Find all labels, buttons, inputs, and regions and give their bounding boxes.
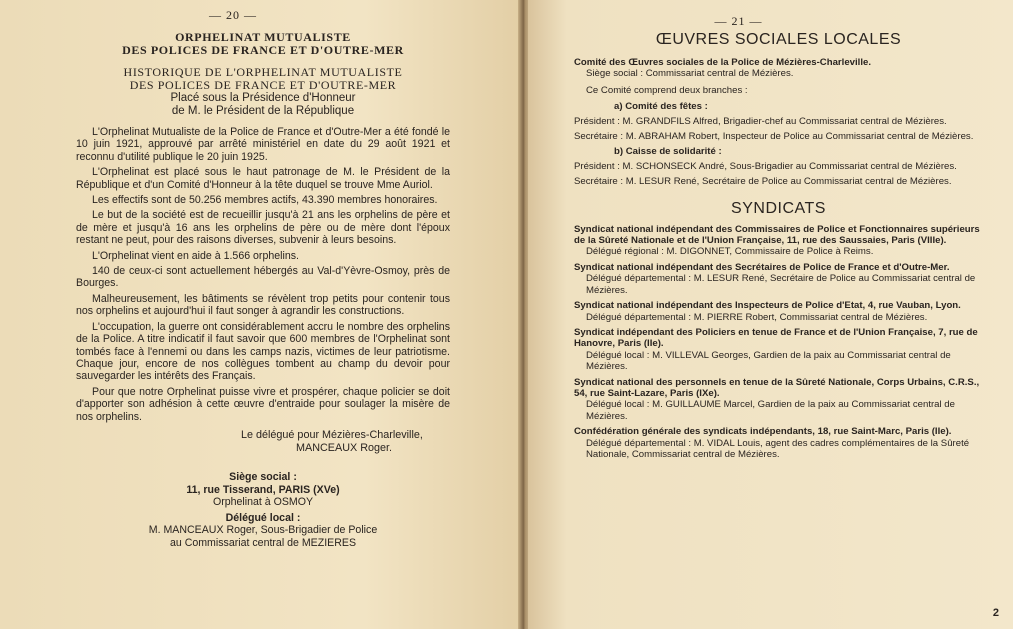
syndicat-head: Syndicat national des personnels en tenue de la Sûreté Nationale, Corps Urbains, C.R.S., 54, rue Saint-Lazare, Paris (IXe). (574, 376, 980, 399)
caisse-entry: Secrétaire : M. LESUR René, Secrétaire de Police au Commissariat central de Mézières. (574, 176, 952, 188)
paragraph: Malheureusement, les bâtiments se révèlent trop petits pour contenir tous nos orphelins et aujourd'hui il faut songer à agrandir les constructions. (76, 292, 450, 318)
syndicat-detail: Délégué local : M. VILLEVAL Georges, Gardien de la paix au Commissariat central de Mézières. (586, 349, 951, 373)
caisse-entry: Président : M. SCHONSECK André, Sous-Brigadier au Commissariat central de Mézières. (574, 160, 957, 172)
paragraph: L'Orphelinat est placé sous le haut patronage de M. le Président de la République et d'un Comité d'Honneur à la tête duquel se trouve Mme Auriol. (76, 166, 450, 191)
caisse-heading: b) Caisse de solidarité : (614, 146, 722, 158)
signature-line: Le délégué pour Mézières-Charleville, (241, 428, 423, 441)
paragraph: L'Orphelinat Mutualiste de la Police de France et d'Outre-Mer a été fondé le 10 juin 1921, approuvé par arrêté ministériel en date du 29 août 1921 et reconnu d'utilité publique le 20 juin 1925. (76, 126, 450, 163)
syndicat-item (574, 327, 993, 373)
paragraph: L'Orphelinat vient en aide à 1.566 orphelins. (92, 249, 299, 262)
syndicat-detail: Délégué départemental : M. PIERRE Robert, Commissariat central de Mézières. (586, 311, 928, 323)
page-number: — 20 — (209, 8, 257, 22)
delegue-label: Délégué local : (225, 511, 301, 524)
paragraph: Les effectifs sont de 50.256 membres actifs, 43.390 membres honoraires. (92, 194, 438, 207)
right-page (528, 0, 1013, 629)
delegue-line: M. MANCEAUX Roger, Sous-Brigadier de Police (148, 524, 378, 537)
siege-orphelinat: Orphelinat à OSMOY (212, 496, 314, 509)
signature-name: MANCEAUX Roger. (296, 441, 393, 454)
syndicat-item (574, 262, 993, 296)
section-title: ŒUVRES SOCIALES LOCALES (655, 31, 902, 48)
comite-branches: Ce Comité comprend deux branches : (586, 84, 748, 96)
paragraph: Pour que notre Orphelinat puisse vivre et prospérer, chaque policier se doit d'apporter son adhésion à cette œuvre d'entraide pour soulager la misère de nos orphelins. (76, 385, 450, 423)
paragraph: Le but de la société est de recueillir jusqu'à 21 ans les orphelins de père et de mère et jusqu'à 16 ans les orphelins de père ou de mère dont l'époux restant ne peut, pour des raisons diverses, subvenir à leurs besoins. (76, 209, 450, 247)
subtitle-line: de M. le Président de la République (171, 105, 355, 117)
fetes-entry: Secrétaire : M. ABRAHAM Robert, Inspecteur de Police au Commissariat central de Mézières. (574, 131, 974, 143)
syndicat-head: Confédération générale des syndicats indépendants, 18, rue Saint-Marc, Paris (IIe). (574, 426, 952, 438)
syndicat-head: Syndicat national indépendant des Inspecteurs de Police d'Etat, 4, rue Vauban, Lyon. (574, 300, 961, 312)
page-title-line: DES POLICES DE FRANCE ET D'OUTRE-MER (122, 43, 404, 57)
page-title-line: ORPHELINAT MUTUALISTE (175, 30, 351, 44)
paragraph: 140 de ceux-ci sont actuellement hébergés au Val-d'Yèvre-Osmoy, près de Bourges. (76, 265, 450, 290)
syndicat-head: Syndicat national indépendant des Commissaires de Police et Fonctionnaires supérieurs de la Sûreté Nationale et de l'Union Française, 11, rue des Saussaies, Paris (VIIIe). (574, 223, 980, 247)
subtitle-line: DES POLICES DE FRANCE ET D'OUTRE-MER (129, 78, 397, 92)
syndicat-head: Syndicat national indépendant des Secrétaires de Police de France et d'Outre-Mer. (574, 261, 950, 273)
syndicat-item (574, 426, 993, 460)
syndicat-item (574, 224, 993, 258)
syndicat-detail: Délégué départemental : M. LESUR René, Secrétaire de Police au Commissariat central de Mézières. (586, 273, 976, 296)
subtitle-line: HISTORIQUE DE L'ORPHELINAT MUTUALISTE (123, 65, 403, 79)
delegue-line: au Commissariat central de MEZIERES (169, 536, 357, 549)
syndicat-detail: Délégué départemental : M. VIDAL Louis, agent des cadres complémentaires de la Sûreté Nationale, Commissariat central de Mézières. (586, 437, 970, 460)
syndicat-detail: Délégué local : M. GUILLAUME Marcel, Gardien de la paix au Commissariat central de Mézières. (586, 399, 955, 422)
syndicat-head: Syndicat indépendant des Policiers en tenue de France et de l'Union Française, 7, rue de Hanovre, Paris (IIe). (574, 326, 978, 350)
siege-address: 11, rue Tisserand, PARIS (XVe) (186, 483, 340, 496)
fetes-heading: a) Comité des fêtes : (614, 101, 708, 113)
comite-siege: Siège social : Commissariat central de Mézières. (586, 68, 794, 80)
section-title: SYNDICATS (731, 199, 826, 217)
syndicat-detail: Délégué régional : M. DIGONNET, Commissaire de Police à Reims. (586, 246, 874, 258)
subtitle-line: Placé sous la Présidence d'Honneur (170, 92, 356, 104)
syndicat-item (574, 377, 993, 423)
fetes-entry: Président : M. GRANDFILS Alfred, Brigadier-chef au Commissariat central de Mézières. (574, 115, 947, 127)
paragraph: L'occupation, la guerre ont considérablement accru le nombre des orphelins de la Police. A titre indicatif il faut savoir que 600 membres de l'Orphelinat sont tombés face à l'ennemi ou dans les camps nazis, victimes de leur patriotisme. Chaque jour, encore de nos collègues tombent au champ du devoir pour sauvegarder les intérêts des Français. (76, 320, 450, 383)
corner-page-mark: 2 (992, 607, 999, 619)
siege-label: Siège social : (229, 470, 297, 483)
page-number: — 21 — (714, 14, 763, 28)
comite-heading: Comité des Œuvres sociales de la Police de Mézières-Charleville. (574, 57, 872, 68)
syndicat-item (574, 300, 993, 323)
